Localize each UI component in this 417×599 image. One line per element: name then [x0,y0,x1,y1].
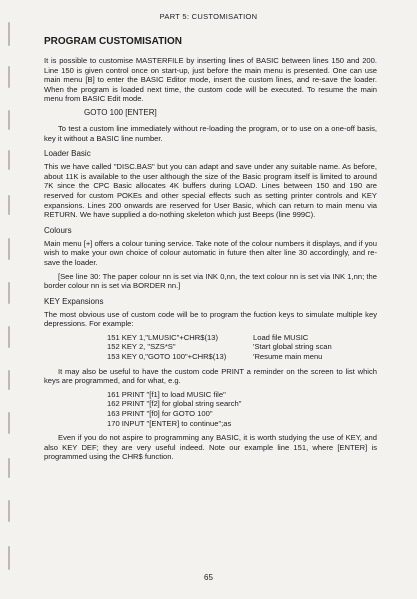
code-line: 151 KEY 1,"LMUSIC"+CHR$(13) [107,332,218,342]
test-paragraph: To test a custom line immediately without re-loading the program, or to use on a one-off basis, key it without a BASIC line number. [44,123,377,143]
key-code-table [107,333,332,362]
print-line: 163 PRINT "[f0] for GOTO 100" [107,409,213,419]
code-row [107,333,332,343]
page-number: 65 [204,573,213,582]
code-comment: Load file MUSIC [253,332,309,342]
reminder-paragraph: It may also be useful to have the custom code PRINT a reminder on the screen to list which keys are programmed, and for what, e.g. [44,366,377,386]
code-row [107,352,332,362]
closing-paragraph: Even if you do not aspire to programming any BASIC, it is worth studying the use of KEY, and also KEY DEF; they are very useful indeed. Note our example line 151, where [ENTER] is programmed using the CHR$ function. [44,433,377,462]
colours-note: [See line 30: The paper colour nn is set via INK 0,nn, the text colour nn is set via INK 1,nn; the border colour nn is set via BORDER nn.] [44,271,377,291]
loader-heading: Loader Basic [44,149,91,159]
code-line: 153 KEY 0,"GOTO 100"+CHR$(13) [107,352,227,362]
key-paragraph: The most obvious use of custom code will be to program the fuction keys to simulate multiple key depressions. For example: [44,309,377,329]
code-line: 152 KEY 2, "SZS*S" [107,342,176,352]
code-row [107,342,332,352]
colours-paragraph: Main menu [+] offers a colour tuning service. Take note of the colour numbers it displays, and if you wish to make your own choice of colour automatic in future then alter line 30 accordingly, and re-save the loader. [44,238,377,267]
page-title: PROGRAM CUSTOMISATION [44,36,182,47]
print-code-block [107,390,377,428]
code-comment: 'Start global string scan [253,342,332,352]
key-heading: KEY Expansions [44,296,104,306]
main-content [44,36,377,466]
running-header: PART 5: CUSTOMISATION [159,12,258,21]
intro-paragraph: It is possible to customise MASTERFILE by inserting lines of BASIC between lines 150 and 200. Line 150 is given control once on start-up, just before the main menu is presented. One can use main menu [B] to enter the BASIC Editor mode, insert the custom lines, and re-save the loader. When the program is loaded next time, the custom code will be executed. To resume the main menu from BASIC Edit mode. [44,56,377,104]
print-line: 161 PRINT "[f1] to load MUSIC file" [107,389,226,399]
colours-heading: Colours [44,225,72,235]
goto-command: GOTO 100 [ENTER] [84,107,157,117]
print-line: 162 PRINT "[f2] for global string search" [107,399,242,409]
print-line: 170 INPUT "[ENTER] to continue";as [107,418,232,428]
code-comment: 'Resume main menu [253,352,323,362]
loader-paragraph: This we have called "DISC.BAS" but you can adapt and save under any suitable name. As before, about 11K is available to the user although the size of the Basic program itself is limited to around 7K since the CPC Basic allocates 4K buffers during LOAD. Lines between 150 and 190 are reserved for custom POKEs and other special effects such as setting printer controls and KEY expansions. Lines 200 onwards are reserved for User Basic, which can return to main menu via RETURN. We have supplied a do-nothing skeleton which just Beeps (line 999C). [44,162,377,220]
